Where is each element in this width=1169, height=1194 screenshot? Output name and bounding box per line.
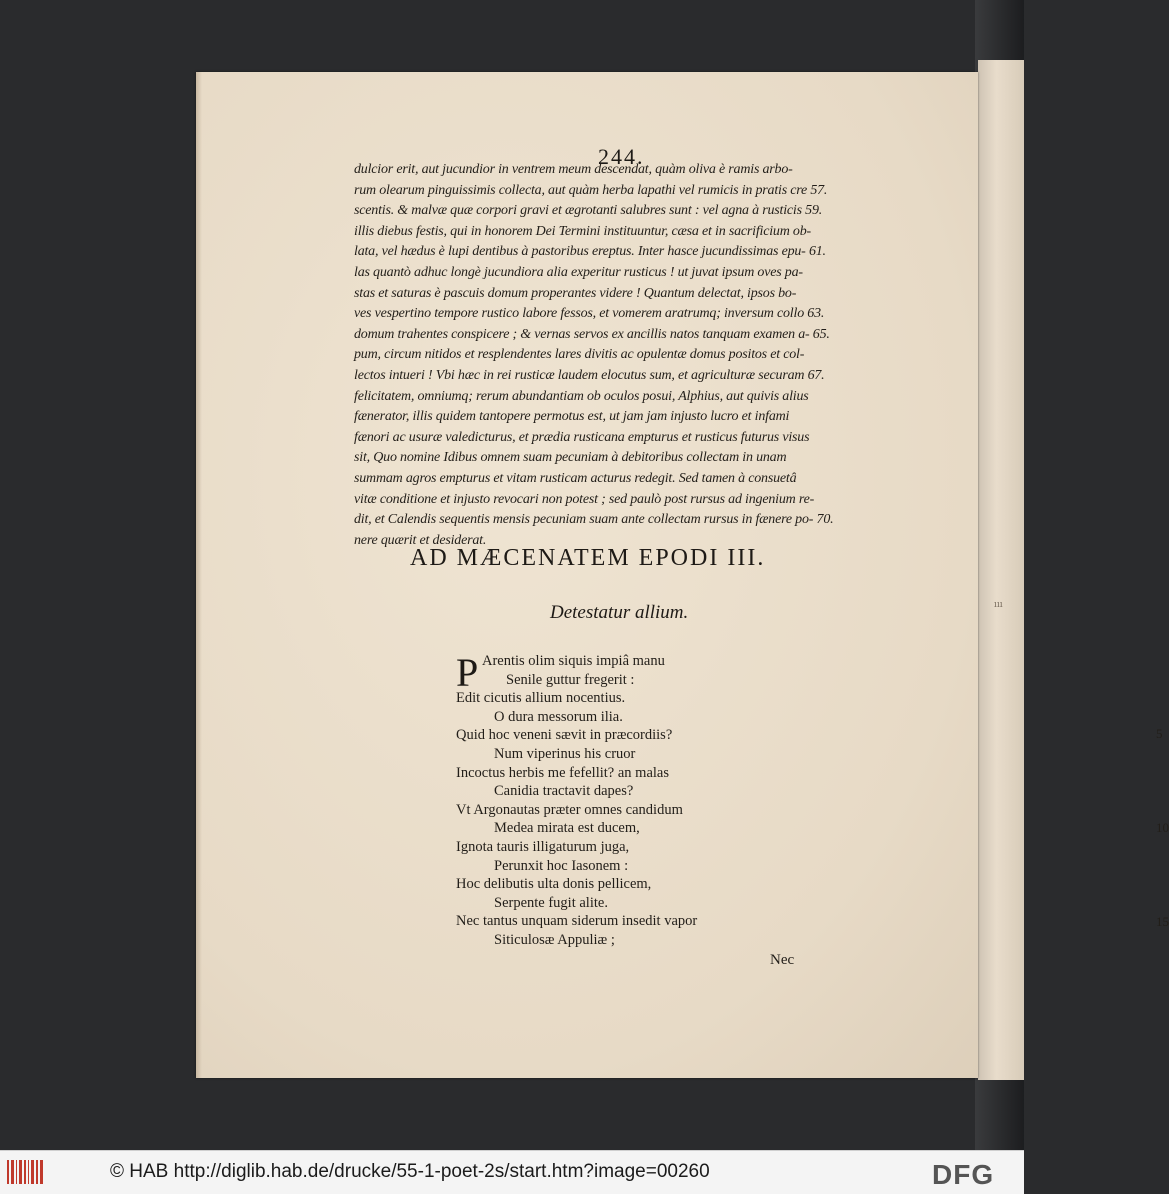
poem-line: Hoc delibutis ulta donis pellicem, <box>456 876 652 893</box>
prose-line: lata, vel hædus è lupi dentibus à pastoribus ereptus. Inter hasce jucundissimas epu- 61. <box>354 244 826 260</box>
poem-line: Nec tantus unquam siderum insedit vapor <box>456 913 698 930</box>
poem-line: Incoctus herbis me fefellit? an malas <box>456 764 669 781</box>
prose-line: dit, et Calendis sequentis mensis pecuniam suam ante collectam rursus in fænere po- 70. <box>354 512 834 528</box>
section-title: AD MÆCENATEM EPODI III. <box>410 545 766 571</box>
poem-line: Perunxit hoc Iasonem : <box>494 857 629 874</box>
prose-line: illis diebus festis, qui in honorem Dei Termini instituuntur, cæsa et in sacrificium ob- <box>354 223 811 239</box>
poem <box>456 650 1169 950</box>
poem-line: Quid hoc veneni sævit in præcordiis? <box>456 727 673 744</box>
footer-bar <box>0 1150 1024 1194</box>
line-number: 15 <box>1156 914 1169 929</box>
page-gutter <box>196 72 202 1078</box>
prose-line: rum olearum pinguissimis collecta, aut quàm herba lapathi vel rumicis in pratis cre 57. <box>354 182 828 198</box>
poem-line: Serpente fugit alite. <box>494 894 608 911</box>
prose-line: nere quærit et desiderat. <box>354 532 487 548</box>
line-number: 10 <box>1156 820 1169 835</box>
poem-line: O dura messorum ilia. <box>494 708 623 725</box>
prose-line: dulcior erit, aut jucundior in ventrem meum descendat, quàm oliva è ramis arbo- <box>354 162 793 177</box>
prose-line: fænerator, illis quidem tantopere permotus est, ut jam jam injusto lucro et infami <box>354 409 790 425</box>
prose-line: domum trahentes conspicere ; & vernas servos ex ancillis natos tanquam examen a- 65. <box>354 326 830 342</box>
line-number: 5 <box>1156 726 1163 741</box>
dfg-logo: DFG <box>932 1159 995 1190</box>
poem-line: Medea mirata est ducem, <box>494 820 640 837</box>
prose-line: summam agros empturus et vitam rusticam acturus redegit. Sed tamen à consuetâ <box>354 470 797 486</box>
poem-subtitle: Detestatur allium. <box>550 602 689 623</box>
prose-line: ves vespertino tempore rustico labore fessos, et vomerem aratrumq; inversum collo 63. <box>354 306 825 322</box>
prose-line: lectos intueri ! Vbi hæc in rei rusticæ laudem elocutus sum, et agriculturæ securam 67. <box>354 367 825 383</box>
next-page-edge <box>978 60 1024 1080</box>
prose-line: scentis. & malvæ quæ corpori gravi et ægrotanti salubres sunt : vel agna à rusticis 59. <box>354 203 823 219</box>
poem-line: Num viperinus his cruor <box>494 745 636 762</box>
poem-line: Siticulosæ Appuliæ ; <box>494 931 615 948</box>
prose-line: vitæ conditione et injusto revocari non potest ; sed paulò post rursus ad ingenium re- <box>354 491 815 507</box>
prose-line: stas et saturas è pascuis domum properantes videre ! Quantum delectat, ipsos bo- <box>354 285 797 301</box>
poem-line: Vt Argonautas præter omnes candidum <box>456 801 683 818</box>
drop-cap: P <box>456 650 479 695</box>
poem-line: Senile guttur fregerit : <box>506 671 635 688</box>
commentary-prose <box>354 160 954 551</box>
page-number: 244. <box>598 144 645 169</box>
prose-line: pum, circum nitidos et resplendentes lares divitis ac opulentæ domus positos et col- <box>354 347 805 363</box>
prose-line: fænori ac usuræ valedicturus, et prædia rusticana empturus et rusticus futurus visus <box>354 429 810 445</box>
prose-line: felicitatem, omniumq; rerum abundantiam ob oculos posui, Alphius, aut quivis alius <box>354 388 809 404</box>
poem-line: Canidia tractavit dapes? <box>494 783 634 800</box>
barcode-icon <box>6 1158 46 1186</box>
source-url[interactable]: © HAB http://diglib.hab.de/drucke/55-1-poet-2s/start.htm?image=00260 <box>110 1161 710 1182</box>
poem-line: Edit cicutis allium nocentius. <box>456 690 626 707</box>
catchword: Nec <box>770 952 795 968</box>
prose-line: sit, Quo nomine Idibus omnem suam pecuniam à debitoribus collectam in unam <box>354 450 787 466</box>
next-page-mark: ııı <box>994 600 1003 610</box>
prose-line: las quantò adhuc longè jucundiora alia experitur rusticus ! ut juvat ipsum oves pa- <box>354 264 803 280</box>
poem-line: Ignota tauris illigaturum juga, <box>456 838 630 855</box>
poem-line: Arentis olim siquis impiâ manu <box>482 653 665 669</box>
